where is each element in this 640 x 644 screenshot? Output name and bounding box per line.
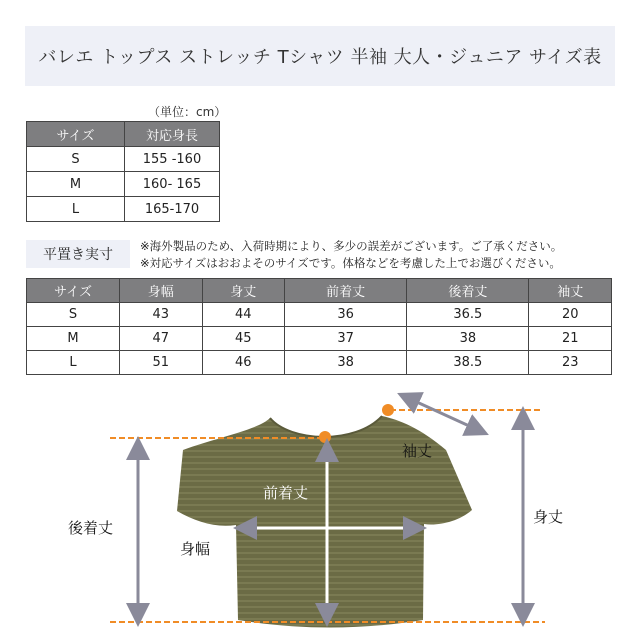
cell: 51	[120, 351, 203, 375]
size-table-header-row	[27, 122, 220, 147]
body-width-label: 身幅	[180, 540, 211, 558]
cell: 38	[407, 327, 529, 351]
header-body-width: 身幅	[120, 279, 203, 303]
cell-size: L	[27, 197, 125, 222]
measurement-diagram	[0, 390, 640, 640]
table-row	[27, 327, 612, 351]
table-row	[27, 172, 220, 197]
sleeve-length-label: 袖丈	[402, 442, 433, 460]
cell: 36	[285, 303, 407, 327]
cell: 20	[529, 303, 612, 327]
cell-size: M	[27, 172, 125, 197]
cell: 36.5	[407, 303, 529, 327]
cell-height: 160- 165	[125, 172, 220, 197]
measurement-table	[26, 278, 612, 375]
cell-size: S	[27, 147, 125, 172]
cell: 37	[285, 327, 407, 351]
cell: L	[27, 351, 120, 375]
cell: 44	[202, 303, 285, 327]
table-row	[27, 197, 220, 222]
header-front-length: 前着丈	[285, 279, 407, 303]
cell: 47	[120, 327, 203, 351]
header-size: サイズ	[27, 122, 125, 147]
body-length-label: 身丈	[533, 508, 564, 526]
front-length-label: 前着丈	[263, 484, 309, 502]
cell: 38.5	[407, 351, 529, 375]
header-body-length: 身丈	[202, 279, 285, 303]
shoulder-marker	[382, 404, 394, 416]
cell: 21	[529, 327, 612, 351]
front-neck-marker	[319, 431, 331, 443]
notes	[140, 238, 562, 272]
cell: 38	[285, 351, 407, 375]
back-length-label: 後着丈	[68, 519, 114, 537]
cell: M	[27, 327, 120, 351]
size-table	[26, 121, 220, 222]
table-row	[27, 303, 612, 327]
page-title: バレエ トップス ストレッチ Tシャツ 半袖 大人・ジュニア サイズ表	[25, 26, 615, 86]
note-line: ※対応サイズはおおよそのサイズです。体格などを考慮した上でお選びください。	[140, 256, 561, 270]
cell: S	[27, 303, 120, 327]
note-line: ※海外製品のため、入荷時期により、多少の誤差がございます。ご了承ください。	[140, 239, 563, 253]
table-row	[27, 351, 612, 375]
cell: 23	[529, 351, 612, 375]
cell-height: 165-170	[125, 197, 220, 222]
sleeve-arrow	[408, 398, 478, 430]
header-size: サイズ	[27, 279, 120, 303]
unit-note: （単位：cm）	[148, 105, 227, 119]
table-row	[27, 147, 220, 172]
header-back-length: 後着丈	[407, 279, 529, 303]
cell: 45	[202, 327, 285, 351]
measurement-table-header-row	[27, 279, 612, 303]
header-sleeve-length: 袖丈	[529, 279, 612, 303]
cell: 46	[202, 351, 285, 375]
cell-height: 155 -160	[125, 147, 220, 172]
flat-measure-label: 平置き実寸	[26, 240, 130, 268]
header-height: 対応身長	[125, 122, 220, 147]
cell: 43	[120, 303, 203, 327]
